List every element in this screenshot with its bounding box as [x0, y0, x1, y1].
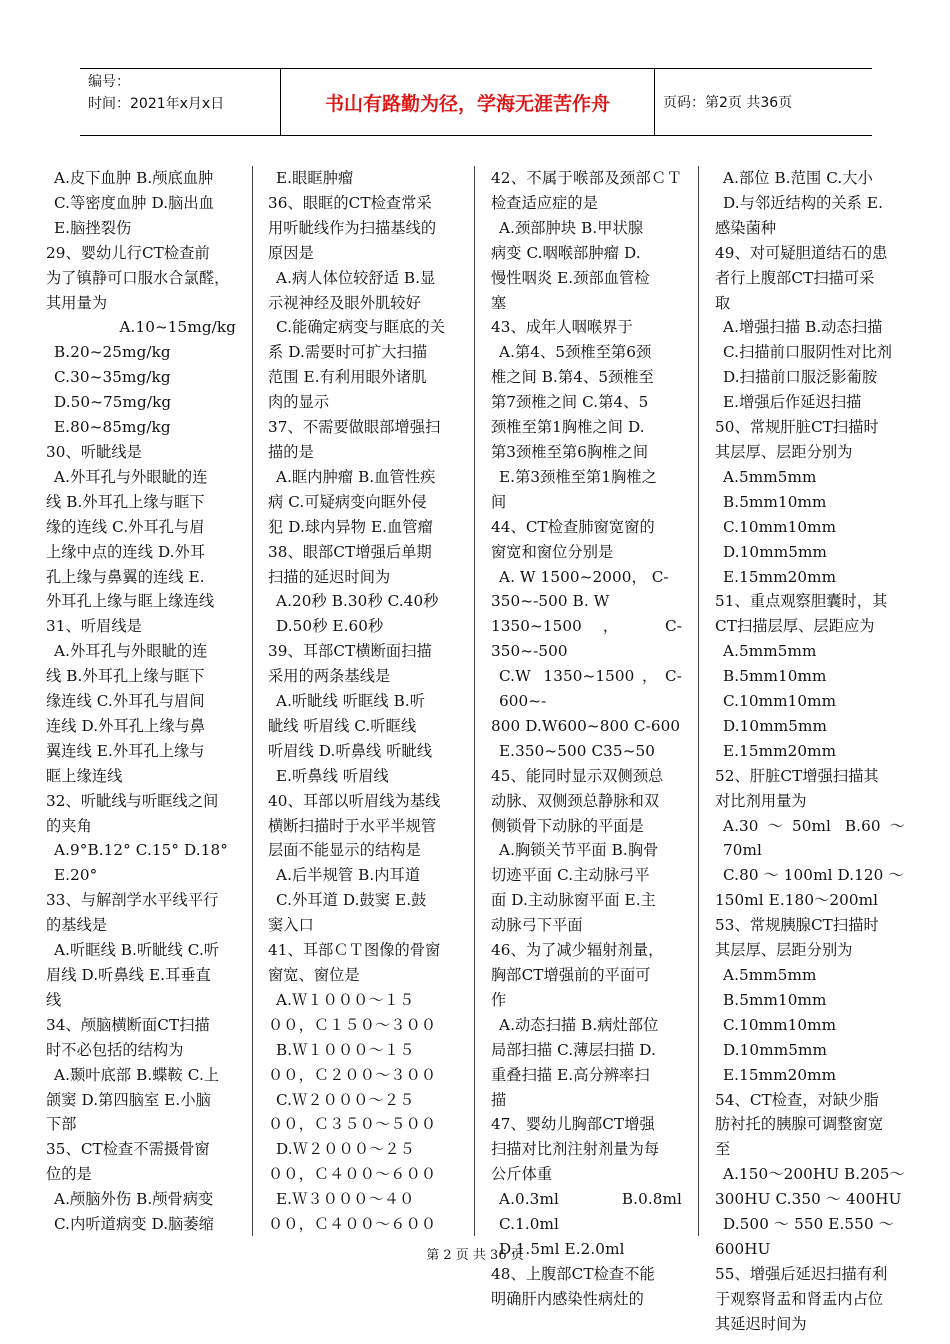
text-line: 描: [491, 1090, 507, 1109]
text-line: 49、对可疑胆道结石的患: [715, 243, 888, 262]
text-line: 窗宽、窗位是: [268, 966, 360, 984]
text-line: 42、不属于喉部及颈部ＣＴ检查适应症的是: [491, 169, 682, 212]
text-line: 窦入口: [268, 916, 314, 935]
text-line: 者行上腹部CT扫描可采: [715, 268, 875, 287]
text-line: 35、CT检查不需摄骨窗: [46, 1140, 210, 1159]
text-line: 48、上腹部CT检查不能: [491, 1264, 655, 1283]
text-line: E.350~500 C35~50: [499, 741, 656, 760]
text-line: E.Ｗ３０００～４０: [276, 1190, 415, 1209]
text-line: ００，Ｃ４００～６００: [268, 1165, 437, 1184]
page-header: [80, 68, 872, 136]
text-line: A.第4、5颈椎至第6颈: [499, 343, 652, 362]
text-line: 间: [491, 492, 507, 511]
text-line: A.5mm5mm B.5mm10mm: [723, 467, 827, 511]
text-line: 第3颈椎至第6胸椎之间: [491, 442, 649, 461]
text-line: 犯 D.球内异物 E.血管瘤: [268, 517, 433, 536]
text-line: 眦线 听眉线 C.听眶线: [268, 716, 417, 735]
text-line: E.15mm20mm: [723, 741, 837, 760]
text-line: 采用的两条基线是: [268, 667, 391, 686]
text-line: 位的是: [46, 1165, 92, 1184]
text-line: 颌窦 D.第四脑室 E.小脑: [46, 1090, 211, 1109]
text-line: C.Ｗ２０００～２５: [276, 1090, 415, 1109]
text-line: ００，Ｃ４００～６００: [268, 1215, 437, 1234]
text-line: A.部位 B.范围 C.大小: [723, 169, 873, 187]
text-line: E.增强后作延迟扫描: [723, 393, 862, 412]
column-divider: [698, 166, 699, 1236]
text-line: 30、听眦线是: [46, 442, 142, 461]
text-line: 眉线 D.听鼻线 E.耳垂直: [46, 966, 211, 984]
text-line: 用听眦线作为扫描基线的: [268, 218, 437, 237]
text-line: 1350~1500， C-350~-500: [491, 617, 682, 661]
text-line: A.颈部肿块 B.甲状腺: [499, 218, 644, 237]
text-line: C.等密度血肿 D.脑出血: [54, 193, 214, 212]
text-line: 于观察肾盂和肾盂内占位: [715, 1289, 884, 1308]
text-line: 重叠扫描 E.高分辨率扫: [491, 1065, 650, 1084]
text-line: B.Ｗ１０００～１５: [276, 1040, 415, 1059]
text-column-1: [46, 166, 236, 1236]
text-line: 46、为了减少辐射剂量，: [491, 941, 664, 960]
text-line: E.第3颈椎至第1胸椎之: [499, 467, 657, 486]
text-line: 55、增强后延迟扫描有利: [715, 1264, 888, 1283]
text-line: 43、成年人咽喉界于: [491, 318, 633, 337]
text-line: 切迹平面 C.主动脉弓平: [491, 866, 650, 885]
text-line: A.听眶线 B.听眦线 C.听: [54, 941, 220, 960]
text-line: 其层厚、层距分别为: [715, 941, 853, 960]
text-column-2: [268, 166, 458, 1236]
text-line: 350~-500 B. W: [491, 592, 610, 611]
text-line: C.内听道病变 D.脑萎缩: [54, 1215, 214, 1234]
text-line: 32、听眦线与听眶线之间: [46, 791, 219, 810]
text-line: E.20°: [54, 866, 98, 885]
text-line: A.颞叶底部 B.蝶鞍 C.上: [54, 1065, 220, 1084]
text-line: A.9°B.12° C.15° D.18°: [54, 841, 228, 860]
text-line: 椎之间 B.第4、5颈椎至: [491, 368, 654, 387]
text-line: 的基线是: [46, 916, 108, 935]
text-line: 51、重点观察胆囊时，其: [715, 592, 888, 611]
text-line: 外耳孔上缘与眶上缘连线: [46, 592, 215, 611]
text-line: 肉的显示: [268, 393, 330, 412]
text-line: D.与邻近结构的关系 E.: [723, 193, 884, 212]
text-line: C.10mm10mm: [723, 517, 837, 536]
text-line: 800 D.W600~800 C-600: [491, 716, 681, 735]
text-line: D.500 ～ 550 E.550 ～: [723, 1215, 894, 1234]
text-line: 范围 E.有利用眼外诸肌: [268, 368, 427, 387]
text-line: A.病人体位较舒适 B.显: [276, 268, 436, 287]
text-line: A.皮下血肿 B.颅底血肿: [54, 169, 214, 187]
text-line: 下部: [46, 1115, 77, 1134]
text-line: 对比剂用量为: [715, 791, 807, 810]
text-line: 第7颈椎之间 C.第4、5: [491, 393, 649, 412]
header-motto: 书山有路勤为径，学海无涯苦作舟: [281, 69, 655, 135]
text-column-3: [491, 166, 682, 1308]
text-line: ００，Ｃ１５０～３００: [268, 1015, 437, 1034]
text-line: ００，Ｃ２００～３００: [268, 1065, 437, 1084]
text-line: A.5mm5mm B.5mm10mm: [723, 966, 827, 1009]
text-line: C.30~35mg/kg: [54, 368, 171, 387]
text-line: 颈椎至第1胸椎之间 D.: [491, 418, 645, 437]
header-meta: [80, 69, 281, 135]
text-line: A.20秒 B.30秒 C.40秒: [276, 592, 439, 611]
text-line: 胸部CT增强前的平面可: [491, 966, 651, 984]
text-line: 缘的连线 C.外耳孔与眉: [46, 517, 205, 536]
text-line: E.听鼻线 听眉线: [276, 766, 389, 785]
text-line: 取: [715, 293, 731, 312]
text-line: D.10mm5mm: [723, 1040, 827, 1059]
text-line: 病变 C.咽喉部肿瘤 D.: [491, 243, 641, 262]
text-line: E.15mm20mm: [723, 567, 837, 586]
text-line: E.80~85mg/kg: [54, 418, 171, 437]
document-number: 编号：: [88, 74, 130, 90]
text-line: 孔上缘与鼻翼的连线 E.: [46, 567, 205, 586]
text-line: 41、耳部ＣＴ图像的骨窗: [268, 941, 441, 960]
text-line: 慢性咽炎 E.颈部血管检: [491, 268, 650, 287]
text-line: 的夹角: [46, 816, 92, 835]
text-line: 病 C.可疑病变向眶外侵: [268, 492, 427, 511]
text-line: A.眶内肿瘤 B.血管性疾: [276, 467, 436, 486]
text-column-4: [715, 166, 905, 1333]
text-line: C.能确定病变与眶底的关: [276, 318, 445, 337]
text-line: 时不必包括的结构为: [46, 1040, 184, 1059]
text-line: 600HU: [715, 1239, 771, 1258]
text-line: 描的是: [268, 442, 314, 461]
text-line: C.80 ～ 100ml D.120 ～: [723, 866, 904, 885]
text-line: 塞: [491, 293, 507, 312]
text-line: E.脑挫裂伤: [54, 218, 132, 237]
text-line: 53、常规胰腺CT扫描时: [715, 916, 879, 935]
text-line: 作: [491, 990, 507, 1009]
text-line: 上缘中点的连线 D.外耳: [46, 542, 206, 561]
text-line: C.10mm10mm: [723, 692, 837, 711]
column-divider: [474, 166, 475, 1236]
text-line: 肪衬托的胰腺可调整窗宽: [715, 1115, 884, 1134]
page-footer: 第 2 页 共 36 页: [426, 1248, 524, 1263]
text-line: 缘连线 C.外耳孔与眉间: [46, 692, 205, 711]
text-line: C.扫描前口服阴性对比剂: [723, 343, 892, 362]
text-line: C.W 1350~1500，C-600~-: [499, 667, 682, 711]
text-line: A.增强扫描 B.动态扫描: [723, 318, 883, 337]
text-line: 其用量为: [46, 293, 108, 312]
text-line: 局部扫描 C.薄层扫描 D.: [491, 1040, 656, 1059]
text-line: 至: [715, 1140, 731, 1159]
text-line: 原因是: [268, 243, 314, 262]
text-line: A.听眦线 听眶线 B.听: [276, 692, 426, 711]
text-line: 眶上缘连线: [46, 766, 123, 785]
text-line: C.10mm10mm: [723, 1015, 837, 1034]
text-line: 44、CT检查肺窗宽窗的: [491, 517, 655, 536]
text-line: A.颅脑外伤 B.颅骨病变: [54, 1190, 214, 1209]
text-line: 300HU C.350 ～ 400HU: [715, 1190, 902, 1209]
text-line: A.外耳孔与外眼眦的连: [54, 642, 208, 661]
text-line: D.1.5ml E.2.0ml: [499, 1239, 625, 1258]
text-line: 45、能同时显示双侧颈总: [491, 766, 664, 785]
text-line: A.10~15mg/kg: [119, 318, 236, 337]
text-line: A.胸锁关节平面 B.胸骨: [499, 841, 659, 860]
text-line: 线: [46, 990, 62, 1009]
text-line: 系 D.需要时可扩大扫描: [268, 343, 428, 362]
text-line: 29、婴幼儿行CT检查前: [46, 243, 210, 262]
text-line: 示视神经及眼外肌较好: [268, 293, 421, 312]
text-line: 窗宽和窗位分别是: [491, 542, 614, 561]
text-line: 33、与解剖学水平线平行: [46, 891, 219, 910]
text-line: 横断扫描时于水平半规管: [268, 816, 437, 835]
text-line: E.15mm20mm: [723, 1065, 837, 1084]
text-line: 翼连线 E.外耳孔上缘与: [46, 741, 205, 760]
text-line: 感染菌种: [715, 218, 777, 237]
text-line: 听眉线 D.听鼻线 听眦线: [268, 741, 433, 760]
text-line: 50、常规肝脏CT扫描时: [715, 418, 879, 437]
text-line: 39、耳部CT横断面扫描: [268, 642, 432, 661]
column-divider: [252, 166, 253, 1236]
text-line: 层面不能显示的结构是: [268, 841, 421, 860]
text-line: CT扫描层厚、层距应为: [715, 617, 875, 636]
text-line: 40、耳部以听眉线为基线: [268, 791, 441, 810]
text-line: 为了镇静可口服水合氯醛，: [46, 268, 230, 287]
text-line: 侧锁骨下动脉的平面是: [491, 816, 644, 835]
text-line: 其层厚、层距分别为: [715, 442, 853, 461]
text-line: 线 B.外耳孔上缘与眶下: [46, 492, 205, 511]
text-line: A.后半规管 B.内耳道: [276, 866, 421, 885]
text-line: ００，Ｃ３５０～５００: [268, 1115, 437, 1134]
text-line: A.外耳孔与外眼眦的连: [54, 467, 208, 486]
text-line: 31、听眉线是: [46, 617, 142, 636]
text-line: D.10mm5mm: [723, 716, 827, 735]
text-line: 150ml E.180～200ml: [715, 891, 879, 910]
header-page-number: 页码：第2页 共36页: [663, 95, 793, 111]
text-line: D.50~75mg/kg: [54, 393, 172, 412]
text-line: 37、不需要做眼部增强扫: [268, 418, 441, 437]
text-line: 38、眼部CT增强后单期: [268, 542, 432, 561]
text-line: 面 D.主动脉窗平面 E.主: [491, 891, 656, 910]
text-line: 34、颅脑横断面CT扫描: [46, 1015, 210, 1034]
text-line: D.Ｗ２０００～２５: [276, 1140, 415, 1159]
document-date: 时间：2021年x月x日: [88, 96, 225, 112]
text-line: 52、肝脏CT增强扫描其: [715, 766, 879, 785]
text-line: A. W 1500~2000， C-: [499, 567, 669, 586]
text-line: 动脉弓下平面: [491, 916, 583, 935]
text-line: A.Ｗ１０００～１５: [276, 990, 415, 1009]
text-line: A.30～50ml B.60～70ml: [723, 816, 905, 860]
text-line: 其延迟时间为: [715, 1314, 807, 1333]
text-line: 动脉、双侧颈总静脉和双: [491, 791, 660, 810]
text-line: E.眼眶肿瘤: [276, 169, 354, 187]
text-line: B.20~25mg/kg: [54, 343, 171, 362]
text-line: 扫描对比剂注射剂量为每: [491, 1140, 660, 1159]
text-line: 36、眼眶的CT检查常采: [268, 193, 432, 212]
text-line: 明确肝内感染性病灶的: [491, 1289, 644, 1308]
text-line: 47、婴幼儿胸部CT增强: [491, 1115, 655, 1134]
text-line: D.扫描前口服泛影葡胺: [723, 368, 878, 387]
text-line: 54、CT检查，对缺少脂: [715, 1090, 879, 1109]
text-line: 连线 D.外耳孔上缘与鼻: [46, 716, 206, 735]
text-line: 线 B.外耳孔上缘与眶下: [46, 667, 205, 686]
text-line: D.10mm5mm: [723, 542, 827, 561]
text-line: A.0.3ml B.0.8ml C.1.0ml: [499, 1190, 682, 1234]
text-line: A.动态扫描 B.病灶部位: [499, 1015, 659, 1034]
text-line: A.5mm5mm B.5mm10mm: [723, 642, 827, 686]
text-line: A.150～200HU B.205～: [723, 1165, 905, 1184]
text-line: 公斤体重: [491, 1165, 553, 1184]
text-line: 扫描的延迟时间为: [268, 567, 391, 586]
text-line: C.外耳道 D.鼓窦 E.鼓: [276, 891, 427, 910]
text-line: D.50秒 E.60秒: [276, 617, 384, 636]
